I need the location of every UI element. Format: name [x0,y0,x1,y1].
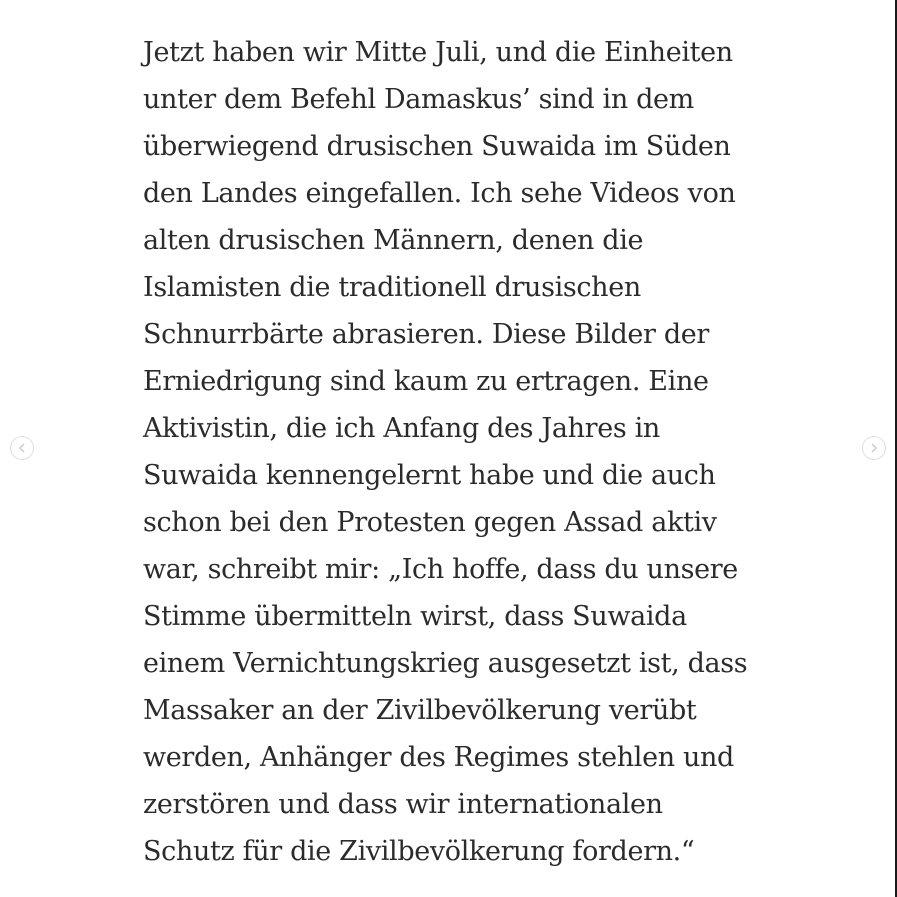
text-line: Massaker an der Zivilbevölkerung verübt [143,695,697,726]
text-line: Islamisten die traditionell drusischen [143,272,641,303]
next-slide-button[interactable] [862,436,886,460]
text-line: Schnurrbärte abrasieren. Diese Bilder der [143,319,709,350]
previous-slide-button[interactable] [10,436,34,460]
text-line: einem Vernichtungskrieg ausgesetzt ist, dass [143,648,748,679]
text-line: den Landes eingefallen. Ich sehe Videos von [143,178,736,209]
text-line: überwiegend drusischen Suwaida im Süden [143,131,731,162]
text-line: Jetzt haben wir Mitte Juli, und die Einheiten [143,37,733,68]
text-line: Stimme übermitteln wirst, dass Suwaida [143,601,687,632]
text-line: Schutz für die Zivilbevölkerung fordern.“ [143,836,695,867]
text-line: Aktivistin, die ich Anfang des Jahres in [143,413,660,444]
article-text [143,29,783,875]
text-line: Suwaida kennengelernt habe und die auch [143,460,716,491]
chevron-right-icon [869,443,879,453]
text-line: schon bei den Protesten gegen Assad aktiv [143,507,717,538]
text-line: unter dem Befehl Damaskus’ sind in dem [143,84,694,115]
text-line: war, schreibt mir: „Ich hoffe, dass du unsere [143,554,738,585]
text-line: alten drusischen Männern, denen die [143,225,644,256]
text-line: zerstören und dass wir internationalen [143,789,663,820]
text-line: werden, Anhänger des Regimes stehlen und [143,742,734,773]
chevron-left-icon [17,443,27,453]
text-line: Erniedrigung sind kaum zu ertragen. Eine [143,366,709,397]
